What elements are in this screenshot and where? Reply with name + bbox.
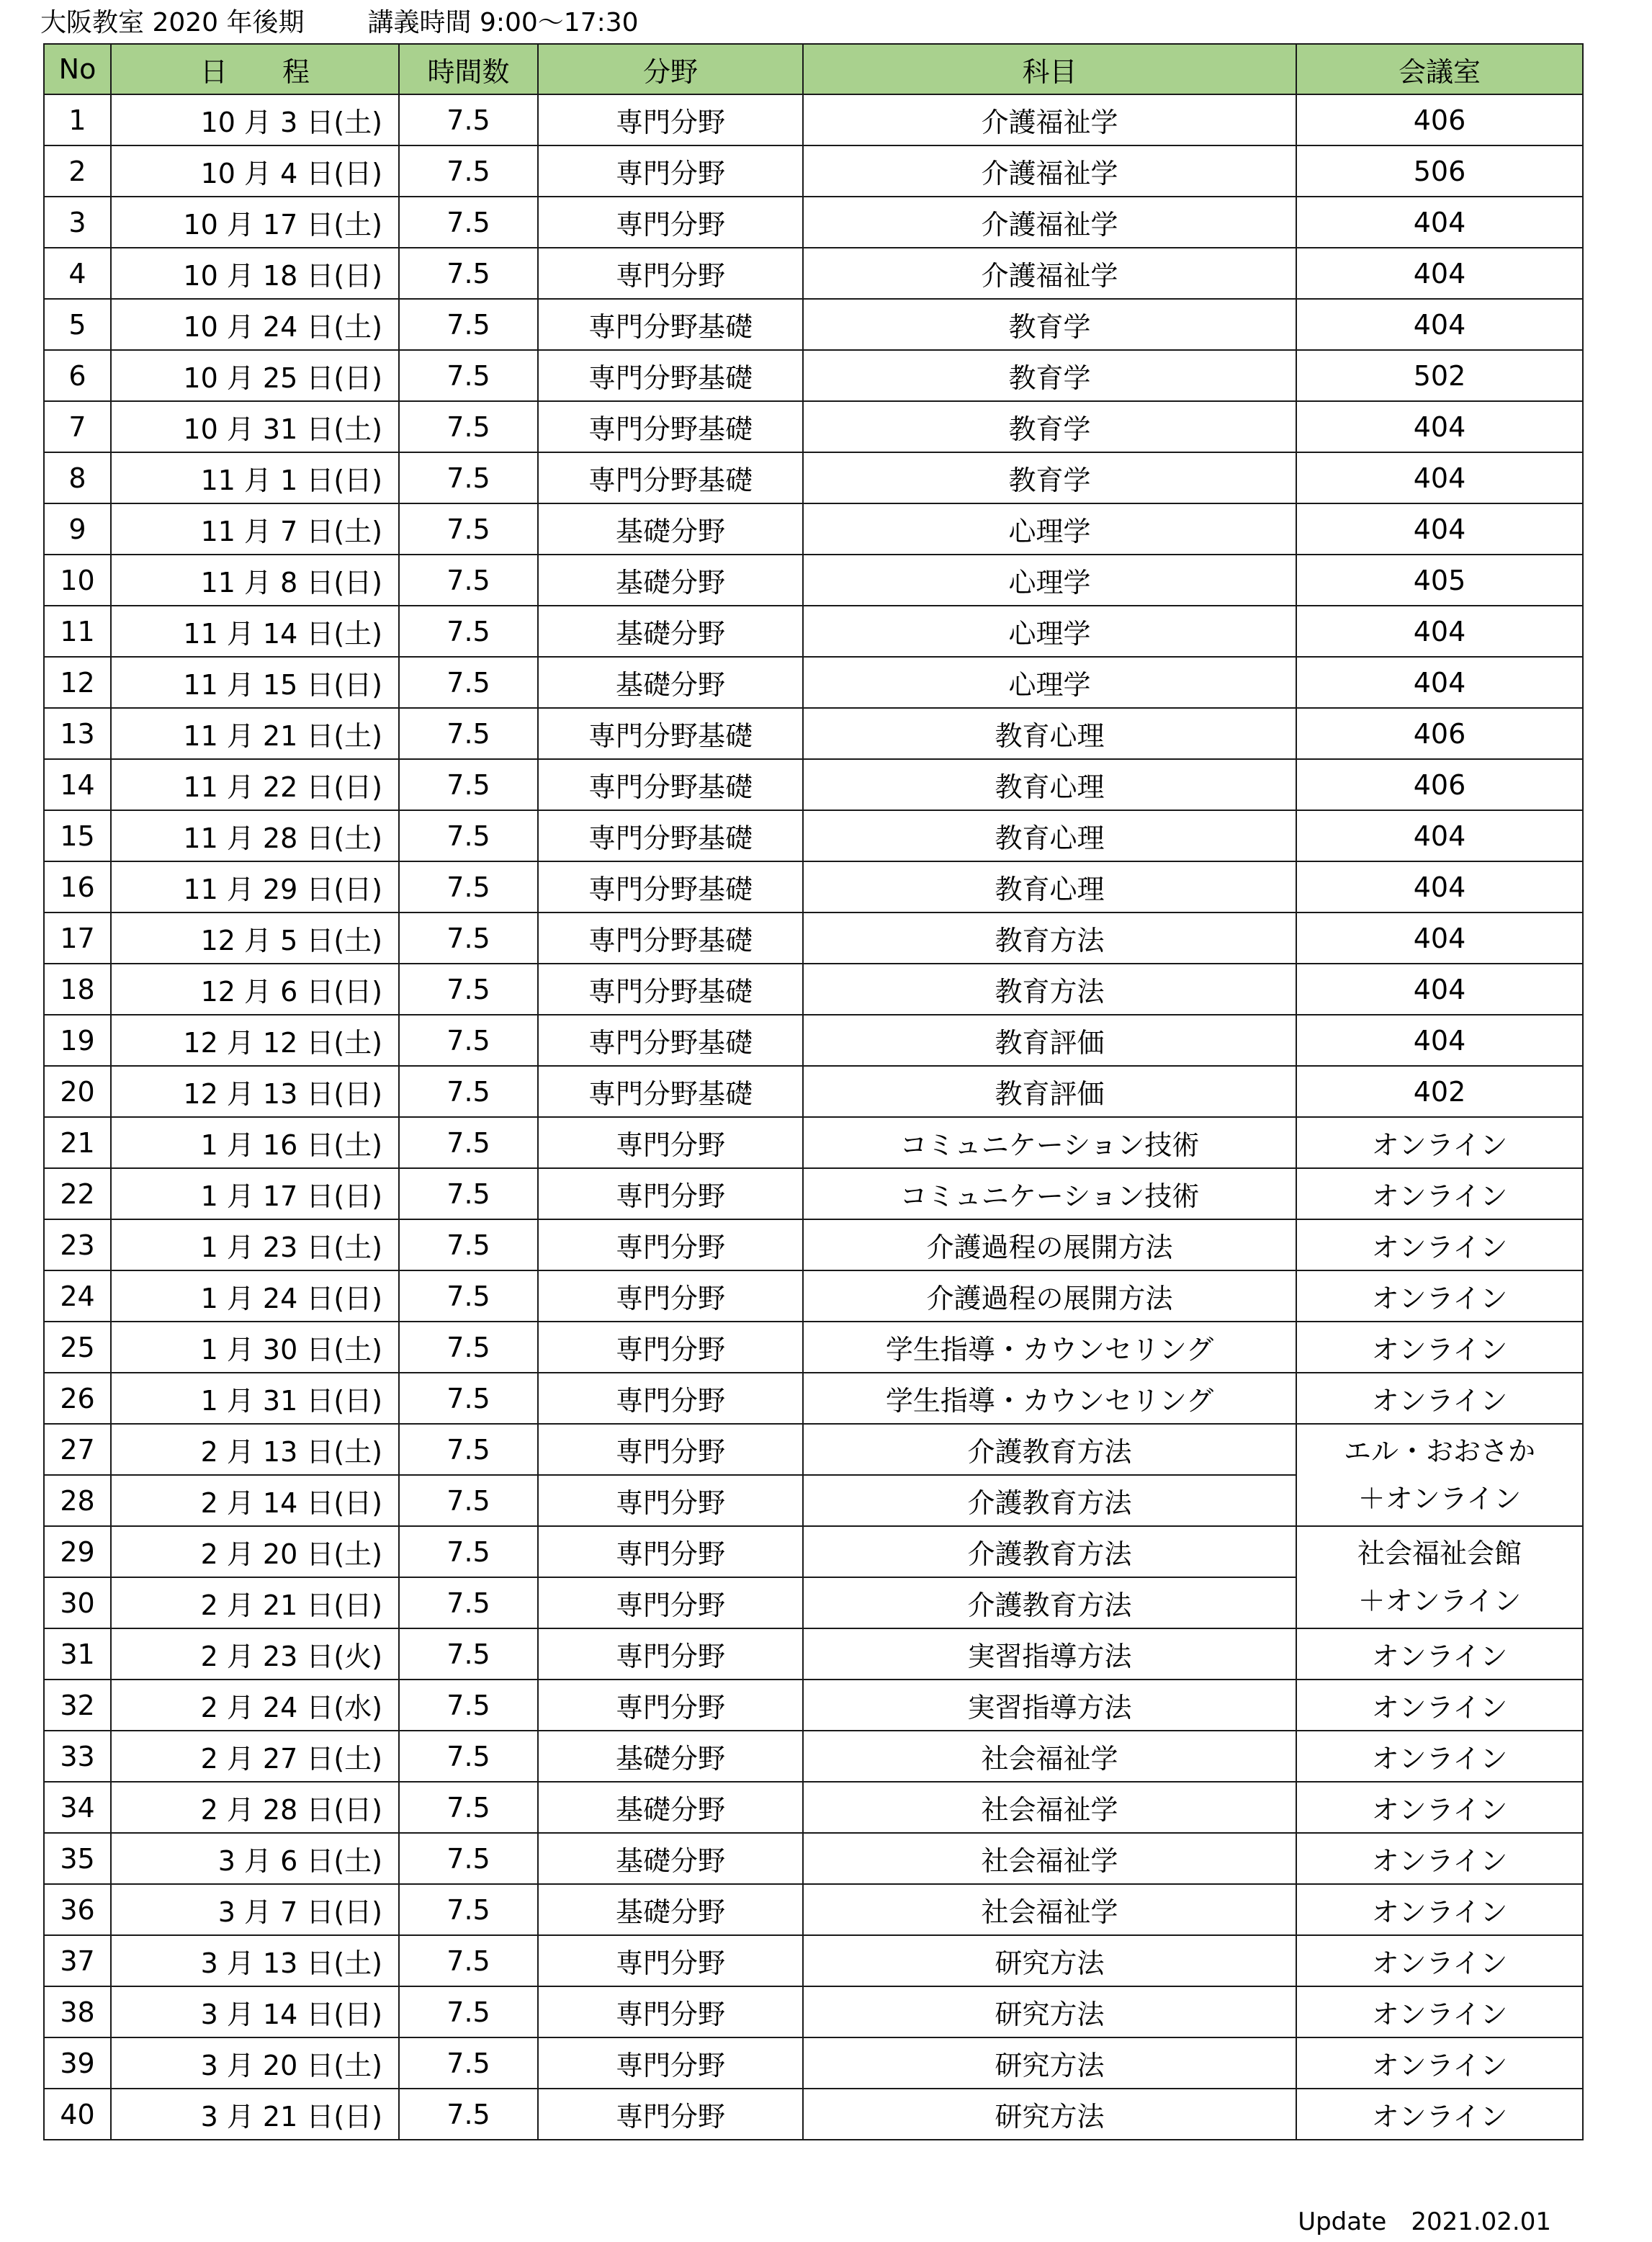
date-cell: 10 月 17 日(土) — [111, 197, 399, 248]
field-cell: 専門分野 — [538, 197, 803, 248]
hours-cell: 7.5 — [399, 299, 538, 350]
subject-cell: 教育学 — [803, 452, 1296, 503]
field-cell: 専門分野基礎 — [538, 861, 803, 913]
room-cell: 406 — [1296, 94, 1583, 145]
hours-cell: 7.5 — [399, 1526, 538, 1577]
field-cell: 専門分野 — [538, 1322, 803, 1373]
field-cell: 専門分野 — [538, 1117, 803, 1168]
table-row — [44, 1424, 1583, 1475]
column-header-no: No — [44, 44, 111, 94]
field-cell: 専門分野 — [538, 1628, 803, 1680]
date-cell: 2 月 21 日(日) — [111, 1577, 399, 1628]
subject-cell: 研究方法 — [803, 1986, 1296, 2037]
date-cell: 11 月 21 日(土) — [111, 708, 399, 759]
table-row — [44, 145, 1583, 197]
table-row — [44, 452, 1583, 503]
room-cell-merged — [1296, 1526, 1583, 1628]
date-cell: 1 月 30 日(土) — [111, 1322, 399, 1373]
hours-cell: 7.5 — [399, 657, 538, 708]
row-number-cell: 14 — [44, 759, 111, 810]
table-row — [44, 810, 1583, 861]
row-number-cell: 4 — [44, 248, 111, 299]
table-row — [44, 1526, 1583, 1577]
row-number-cell: 3 — [44, 197, 111, 248]
hours-cell: 7.5 — [399, 94, 538, 145]
field-cell: 基礎分野 — [538, 503, 803, 555]
field-cell: 専門分野基礎 — [538, 299, 803, 350]
field-cell: 専門分野基礎 — [538, 1066, 803, 1117]
subject-cell: 社会福祉学 — [803, 1884, 1296, 1935]
room-cell: 404 — [1296, 964, 1583, 1015]
date-cell: 3 月 6 日(土) — [111, 1833, 399, 1884]
hours-cell: 7.5 — [399, 1117, 538, 1168]
row-number-cell: 13 — [44, 708, 111, 759]
field-cell: 基礎分野 — [538, 1833, 803, 1884]
hours-cell: 7.5 — [399, 810, 538, 861]
room-cell: 404 — [1296, 657, 1583, 708]
subject-cell: 実習指導方法 — [803, 1680, 1296, 1731]
field-cell: 専門分野基礎 — [538, 708, 803, 759]
field-cell: 基礎分野 — [538, 1884, 803, 1935]
subject-cell: 学生指導・カウンセリング — [803, 1322, 1296, 1373]
row-number-cell: 21 — [44, 1117, 111, 1168]
room-cell: 405 — [1296, 555, 1583, 606]
hours-cell: 7.5 — [399, 1935, 538, 1986]
field-cell: 専門分野基礎 — [538, 350, 803, 401]
subject-cell: 教育評価 — [803, 1015, 1296, 1066]
date-cell: 12 月 12 日(土) — [111, 1015, 399, 1066]
subject-cell: 心理学 — [803, 503, 1296, 555]
room-cell: 506 — [1296, 145, 1583, 197]
table-row — [44, 1015, 1583, 1066]
room-cell: 404 — [1296, 197, 1583, 248]
room-cell-merged — [1296, 1424, 1583, 1526]
row-number-cell: 20 — [44, 1066, 111, 1117]
table-row — [44, 1884, 1583, 1935]
date-cell: 11 月 28 日(土) — [111, 810, 399, 861]
hours-cell: 7.5 — [399, 1731, 538, 1782]
date-cell: 10 月 4 日(日) — [111, 145, 399, 197]
field-cell: 専門分野 — [538, 145, 803, 197]
table-row — [44, 555, 1583, 606]
date-cell: 2 月 24 日(水) — [111, 1680, 399, 1731]
field-cell: 専門分野基礎 — [538, 759, 803, 810]
date-cell: 10 月 3 日(土) — [111, 94, 399, 145]
table-row — [44, 759, 1583, 810]
date-cell: 1 月 23 日(土) — [111, 1219, 399, 1270]
subject-cell: 教育心理 — [803, 759, 1296, 810]
subject-cell: 研究方法 — [803, 1935, 1296, 1986]
row-number-cell: 11 — [44, 606, 111, 657]
hours-cell: 7.5 — [399, 1833, 538, 1884]
room-cell: 404 — [1296, 606, 1583, 657]
row-number-cell: 37 — [44, 1935, 111, 1986]
row-number-cell: 22 — [44, 1168, 111, 1219]
row-number-cell: 24 — [44, 1270, 111, 1322]
hours-cell: 7.5 — [399, 964, 538, 1015]
hours-cell: 7.5 — [399, 401, 538, 452]
hours-cell: 7.5 — [399, 2037, 538, 2089]
hours-cell: 7.5 — [399, 2089, 538, 2140]
room-cell: オンライン — [1296, 2037, 1583, 2089]
date-cell: 2 月 23 日(火) — [111, 1628, 399, 1680]
date-cell: 3 月 20 日(土) — [111, 2037, 399, 2089]
room-cell: オンライン — [1296, 1373, 1583, 1424]
subject-cell: 研究方法 — [803, 2089, 1296, 2140]
field-cell: 専門分野 — [538, 1270, 803, 1322]
row-number-cell: 2 — [44, 145, 111, 197]
row-number-cell: 23 — [44, 1219, 111, 1270]
subject-cell: 社会福祉学 — [803, 1782, 1296, 1833]
schedule-table-body — [44, 94, 1583, 2140]
table-row — [44, 1986, 1583, 2037]
row-number-cell: 8 — [44, 452, 111, 503]
row-number-cell: 38 — [44, 1986, 111, 2037]
subject-cell: 教育心理 — [803, 810, 1296, 861]
subject-cell: 教育学 — [803, 299, 1296, 350]
field-cell: 専門分野 — [538, 1373, 803, 1424]
row-number-cell: 25 — [44, 1322, 111, 1373]
date-cell: 11 月 22 日(日) — [111, 759, 399, 810]
date-cell: 3 月 14 日(日) — [111, 1986, 399, 2037]
date-cell: 12 月 13 日(日) — [111, 1066, 399, 1117]
room-cell: 404 — [1296, 299, 1583, 350]
hours-cell: 7.5 — [399, 1322, 538, 1373]
column-header-field: 分野 — [538, 44, 803, 94]
table-row — [44, 861, 1583, 913]
room-line-online: ＋オンライン — [1357, 1483, 1522, 1515]
row-number-cell: 17 — [44, 913, 111, 964]
date-cell: 3 月 7 日(日) — [111, 1884, 399, 1935]
table-row — [44, 1373, 1583, 1424]
schedule-table-header — [44, 44, 1583, 94]
field-cell: 専門分野基礎 — [538, 810, 803, 861]
row-number-cell: 19 — [44, 1015, 111, 1066]
table-row — [44, 657, 1583, 708]
row-number-cell: 26 — [44, 1373, 111, 1424]
row-number-cell: 39 — [44, 2037, 111, 2089]
hours-cell: 7.5 — [399, 197, 538, 248]
table-row — [44, 2089, 1583, 2140]
room-line-venue: 社会福祉会館 — [1357, 1538, 1522, 1569]
date-cell: 3 月 21 日(日) — [111, 2089, 399, 2140]
field-cell: 専門分野 — [538, 1935, 803, 1986]
field-cell: 専門分野 — [538, 1168, 803, 1219]
hours-cell: 7.5 — [399, 1475, 538, 1526]
hours-cell: 7.5 — [399, 913, 538, 964]
room-cell: 406 — [1296, 708, 1583, 759]
date-cell: 2 月 14 日(日) — [111, 1475, 399, 1526]
subject-cell: 介護福祉学 — [803, 94, 1296, 145]
field-cell: 専門分野 — [538, 2089, 803, 2140]
table-row — [44, 1680, 1583, 1731]
row-number-cell: 40 — [44, 2089, 111, 2140]
table-row — [44, 94, 1583, 145]
room-cell: オンライン — [1296, 1782, 1583, 1833]
date-cell: 10 月 24 日(土) — [111, 299, 399, 350]
table-row — [44, 1322, 1583, 1373]
subject-cell: 心理学 — [803, 606, 1296, 657]
table-row — [44, 913, 1583, 964]
hours-cell: 7.5 — [399, 1219, 538, 1270]
date-cell: 10 月 31 日(土) — [111, 401, 399, 452]
date-cell: 1 月 16 日(土) — [111, 1117, 399, 1168]
room-cell: オンライン — [1296, 1935, 1583, 1986]
table-row — [44, 1219, 1583, 1270]
field-cell: 専門分野基礎 — [538, 1015, 803, 1066]
row-number-cell: 5 — [44, 299, 111, 350]
field-cell: 専門分野 — [538, 1219, 803, 1270]
room-cell: 404 — [1296, 913, 1583, 964]
room-cell: 404 — [1296, 452, 1583, 503]
subject-cell: コミュニケーション技術 — [803, 1117, 1296, 1168]
date-cell: 11 月 8 日(日) — [111, 555, 399, 606]
subject-cell: 教育学 — [803, 401, 1296, 452]
subject-cell: 介護過程の展開方法 — [803, 1219, 1296, 1270]
row-number-cell: 32 — [44, 1680, 111, 1731]
field-cell: 基礎分野 — [538, 657, 803, 708]
field-cell: 専門分野基礎 — [538, 913, 803, 964]
row-number-cell: 9 — [44, 503, 111, 555]
subject-cell: 社会福祉学 — [803, 1731, 1296, 1782]
hours-cell: 7.5 — [399, 1680, 538, 1731]
room-cell: 404 — [1296, 1015, 1583, 1066]
subject-cell: 教育心理 — [803, 708, 1296, 759]
field-cell: 専門分野 — [538, 94, 803, 145]
table-row — [44, 1731, 1583, 1782]
table-row — [44, 1833, 1583, 1884]
table-row — [44, 1782, 1583, 1833]
table-row — [44, 401, 1583, 452]
subject-cell: 介護教育方法 — [803, 1526, 1296, 1577]
table-row — [44, 964, 1583, 1015]
subject-cell: 教育評価 — [803, 1066, 1296, 1117]
subject-cell: 教育方法 — [803, 913, 1296, 964]
hours-cell: 7.5 — [399, 1577, 538, 1628]
column-header-hours: 時間数 — [399, 44, 538, 94]
room-cell: オンライン — [1296, 1117, 1583, 1168]
room-cell: オンライン — [1296, 1884, 1583, 1935]
subject-cell: 心理学 — [803, 555, 1296, 606]
field-cell: 基礎分野 — [538, 606, 803, 657]
subject-cell: 実習指導方法 — [803, 1628, 1296, 1680]
table-row — [44, 503, 1583, 555]
subject-cell: 教育心理 — [803, 861, 1296, 913]
field-cell: 基礎分野 — [538, 555, 803, 606]
subject-cell: 研究方法 — [803, 2037, 1296, 2089]
table-row — [44, 299, 1583, 350]
subject-cell: コミュニケーション技術 — [803, 1168, 1296, 1219]
date-cell: 11 月 15 日(日) — [111, 657, 399, 708]
table-row — [44, 2037, 1583, 2089]
field-cell: 専門分野 — [538, 1475, 803, 1526]
room-cell: 502 — [1296, 350, 1583, 401]
hours-cell: 7.5 — [399, 1884, 538, 1935]
date-cell: 12 月 6 日(日) — [111, 964, 399, 1015]
row-number-cell: 16 — [44, 861, 111, 913]
room-cell: 402 — [1296, 1066, 1583, 1117]
row-number-cell: 12 — [44, 657, 111, 708]
field-cell: 専門分野 — [538, 1577, 803, 1628]
date-cell: 2 月 20 日(土) — [111, 1526, 399, 1577]
date-cell: 11 月 1 日(日) — [111, 452, 399, 503]
subject-cell: 学生指導・カウンセリング — [803, 1373, 1296, 1424]
hours-cell: 7.5 — [399, 1373, 538, 1424]
date-cell: 2 月 28 日(日) — [111, 1782, 399, 1833]
row-number-cell: 18 — [44, 964, 111, 1015]
field-cell: 専門分野基礎 — [538, 964, 803, 1015]
room-cell: オンライン — [1296, 2089, 1583, 2140]
hours-cell: 7.5 — [399, 248, 538, 299]
room-cell: 404 — [1296, 248, 1583, 299]
field-cell: 専門分野 — [538, 1680, 803, 1731]
room-cell: オンライン — [1296, 1270, 1583, 1322]
row-number-cell: 30 — [44, 1577, 111, 1628]
subject-cell: 介護福祉学 — [803, 145, 1296, 197]
date-cell: 11 月 14 日(土) — [111, 606, 399, 657]
field-cell: 専門分野 — [538, 1986, 803, 2037]
table-row — [44, 1935, 1583, 1986]
update-date: Update 2021.02.01 — [1298, 2207, 1551, 2236]
field-cell: 専門分野 — [538, 2037, 803, 2089]
room-cell: オンライン — [1296, 1168, 1583, 1219]
subject-cell: 介護過程の展開方法 — [803, 1270, 1296, 1322]
subject-cell: 教育学 — [803, 350, 1296, 401]
row-number-cell: 15 — [44, 810, 111, 861]
hours-cell: 7.5 — [399, 759, 538, 810]
lecture-hours: 講義時間 9:00～17:30 — [367, 8, 639, 37]
date-cell: 10 月 18 日(日) — [111, 248, 399, 299]
hours-cell: 7.5 — [399, 1066, 538, 1117]
hours-cell: 7.5 — [399, 1015, 538, 1066]
row-number-cell: 27 — [44, 1424, 111, 1475]
schedule-table — [43, 43, 1584, 2140]
date-cell: 1 月 31 日(日) — [111, 1373, 399, 1424]
room-cell: オンライン — [1296, 1219, 1583, 1270]
row-number-cell: 28 — [44, 1475, 111, 1526]
room-cell: 406 — [1296, 759, 1583, 810]
date-cell: 11 月 29 日(日) — [111, 861, 399, 913]
row-number-cell: 34 — [44, 1782, 111, 1833]
hours-cell: 7.5 — [399, 606, 538, 657]
date-cell: 3 月 13 日(土) — [111, 1935, 399, 1986]
hours-cell: 7.5 — [399, 350, 538, 401]
room-line-online: ＋オンライン — [1357, 1585, 1522, 1617]
column-header-date: 日 程 — [111, 44, 399, 94]
date-cell: 2 月 27 日(土) — [111, 1731, 399, 1782]
room-cell: オンライン — [1296, 1833, 1583, 1884]
hours-cell: 7.5 — [399, 452, 538, 503]
field-cell: 基礎分野 — [538, 1731, 803, 1782]
subject-cell: 心理学 — [803, 657, 1296, 708]
table-row — [44, 1270, 1583, 1322]
row-number-cell: 36 — [44, 1884, 111, 1935]
table-row — [44, 197, 1583, 248]
table-row — [44, 1117, 1583, 1168]
date-cell: 1 月 17 日(日) — [111, 1168, 399, 1219]
row-number-cell: 33 — [44, 1731, 111, 1782]
date-cell: 12 月 5 日(土) — [111, 913, 399, 964]
subject-cell: 社会福祉学 — [803, 1833, 1296, 1884]
room-cell: オンライン — [1296, 1628, 1583, 1680]
hours-cell: 7.5 — [399, 708, 538, 759]
row-number-cell: 6 — [44, 350, 111, 401]
row-number-cell: 10 — [44, 555, 111, 606]
field-cell: 基礎分野 — [538, 1782, 803, 1833]
hours-cell: 7.5 — [399, 861, 538, 913]
hours-cell: 7.5 — [399, 1270, 538, 1322]
table-row — [44, 1168, 1583, 1219]
table-row — [44, 350, 1583, 401]
table-row — [44, 1066, 1583, 1117]
room-cell: 404 — [1296, 401, 1583, 452]
field-cell: 専門分野 — [538, 1424, 803, 1475]
room-cell: 404 — [1296, 861, 1583, 913]
field-cell: 専門分野 — [538, 248, 803, 299]
row-number-cell: 29 — [44, 1526, 111, 1577]
table-row — [44, 708, 1583, 759]
field-cell: 専門分野基礎 — [538, 452, 803, 503]
room-line-venue: エル・おおさか — [1343, 1435, 1535, 1467]
hours-cell: 7.5 — [399, 1986, 538, 2037]
room-cell: オンライン — [1296, 1322, 1583, 1373]
row-number-cell: 1 — [44, 94, 111, 145]
date-cell: 2 月 13 日(土) — [111, 1424, 399, 1475]
subject-cell: 介護教育方法 — [803, 1475, 1296, 1526]
table-row — [44, 606, 1583, 657]
subject-cell: 介護教育方法 — [803, 1577, 1296, 1628]
hours-cell: 7.5 — [399, 555, 538, 606]
field-cell: 専門分野 — [538, 1526, 803, 1577]
document-header — [40, 3, 639, 43]
field-cell: 専門分野基礎 — [538, 401, 803, 452]
subject-cell: 介護福祉学 — [803, 197, 1296, 248]
row-number-cell: 35 — [44, 1833, 111, 1884]
subject-cell: 教育方法 — [803, 964, 1296, 1015]
date-cell: 1 月 24 日(日) — [111, 1270, 399, 1322]
hours-cell: 7.5 — [399, 1424, 538, 1475]
table-row — [44, 1628, 1583, 1680]
date-cell: 11 月 7 日(土) — [111, 503, 399, 555]
room-cell: 404 — [1296, 810, 1583, 861]
subject-cell: 介護福祉学 — [803, 248, 1296, 299]
room-cell: オンライン — [1296, 1731, 1583, 1782]
hours-cell: 7.5 — [399, 145, 538, 197]
row-number-cell: 7 — [44, 401, 111, 452]
header-row — [44, 44, 1583, 94]
column-header-subject: 科目 — [803, 44, 1296, 94]
room-cell: オンライン — [1296, 1986, 1583, 2037]
room-cell: オンライン — [1296, 1680, 1583, 1731]
column-header-room: 会議室 — [1296, 44, 1583, 94]
subject-cell: 介護教育方法 — [803, 1424, 1296, 1475]
hours-cell: 7.5 — [399, 503, 538, 555]
document-title: 大阪教室 2020 年後期 — [40, 8, 305, 37]
hours-cell: 7.5 — [399, 1168, 538, 1219]
date-cell: 10 月 25 日(日) — [111, 350, 399, 401]
row-number-cell: 31 — [44, 1628, 111, 1680]
room-cell: 404 — [1296, 503, 1583, 555]
hours-cell: 7.5 — [399, 1782, 538, 1833]
hours-cell: 7.5 — [399, 1628, 538, 1680]
table-row — [44, 248, 1583, 299]
